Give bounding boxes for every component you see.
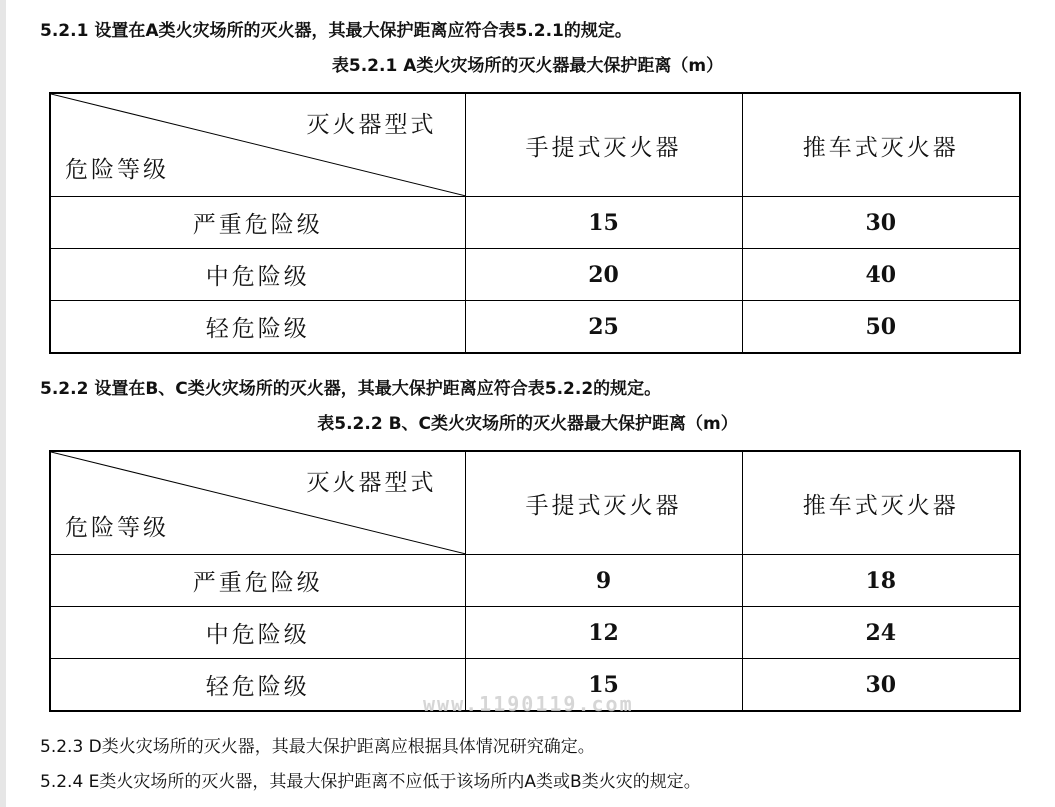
clause-5-2-1-text: 5.2.1 设置在A类火灾场所的灭火器，其最大保护距离应符合表5.2.1的规定。: [40, 21, 632, 41]
table-row: [50, 607, 1020, 659]
wheeled-distance-value: 30: [742, 659, 1020, 712]
clause-5-2-2-text: 5.2.2 设置在B、C类火灾场所的灭火器，其最大保护距离应符合表5.2.2的规定。: [40, 379, 662, 399]
diagonal-header-cell: [50, 93, 465, 197]
portable-extinguisher-header: 手提式灭火器: [465, 451, 742, 555]
hazard-level-label: 严重危险级: [50, 555, 465, 607]
wheeled-distance-value: 18: [742, 555, 1020, 607]
clause-5-2-3-text: 5.2.3 D类火灾场所的灭火器，其最大保护距离应根据具体情况研究确定。: [40, 737, 595, 757]
wheeled-distance-value: 50: [742, 301, 1020, 354]
site-watermark: www.1190119.com: [423, 692, 634, 716]
portable-distance-value: 15: [465, 197, 742, 249]
table-row: [50, 249, 1020, 301]
wheeled-distance-value: 24: [742, 607, 1020, 659]
portable-distance-value: 12: [465, 607, 742, 659]
hazard-level-label: 严重危险级: [50, 197, 465, 249]
hazard-level-header: 危险等级: [65, 157, 169, 183]
portable-distance-value: 25: [465, 301, 742, 354]
table-5-2-2-caption: 表5.2.2 B、C类火灾场所的灭火器最大保护距离（m）: [317, 414, 738, 434]
portable-distance-value: 15: [465, 659, 742, 712]
hazard-level-label: 中危险级: [50, 607, 465, 659]
wheeled-extinguisher-header: 推车式灭火器: [742, 451, 1020, 555]
hazard-level-header: 危险等级: [65, 515, 169, 541]
portable-distance-value: 9: [465, 555, 742, 607]
diagonal-header-cell: [50, 451, 465, 555]
wheeled-extinguisher-header: 推车式灭火器: [742, 93, 1020, 197]
table-header-row: [50, 451, 1020, 555]
table-5-2-1: [49, 92, 1021, 354]
portable-extinguisher-header: 手提式灭火器: [465, 93, 742, 197]
table-5-2-2: [49, 450, 1021, 712]
table-row: [50, 301, 1020, 354]
table-row: [50, 555, 1020, 607]
hazard-level-label: 中危险级: [50, 249, 465, 301]
table-header-row: [50, 93, 1020, 197]
hazard-level-label: 轻危险级: [50, 659, 465, 712]
clause-5-2-4-text: 5.2.4 E类火灾场所的灭火器，其最大保护距离不应低于该场所内A类或B类火灾的规定。: [40, 772, 701, 792]
extinguisher-type-header: 灭火器型式: [306, 470, 437, 496]
table-5-2-1-caption: 表5.2.1 A类火灾场所的灭火器最大保护距离（m）: [331, 56, 724, 76]
hazard-level-label: 轻危险级: [50, 301, 465, 354]
wheeled-distance-value: 40: [742, 249, 1020, 301]
page-left-border: [0, 0, 6, 807]
wheeled-distance-value: 30: [742, 197, 1020, 249]
portable-distance-value: 20: [465, 249, 742, 301]
table-row: [50, 197, 1020, 249]
extinguisher-type-header: 灭火器型式: [306, 112, 437, 138]
